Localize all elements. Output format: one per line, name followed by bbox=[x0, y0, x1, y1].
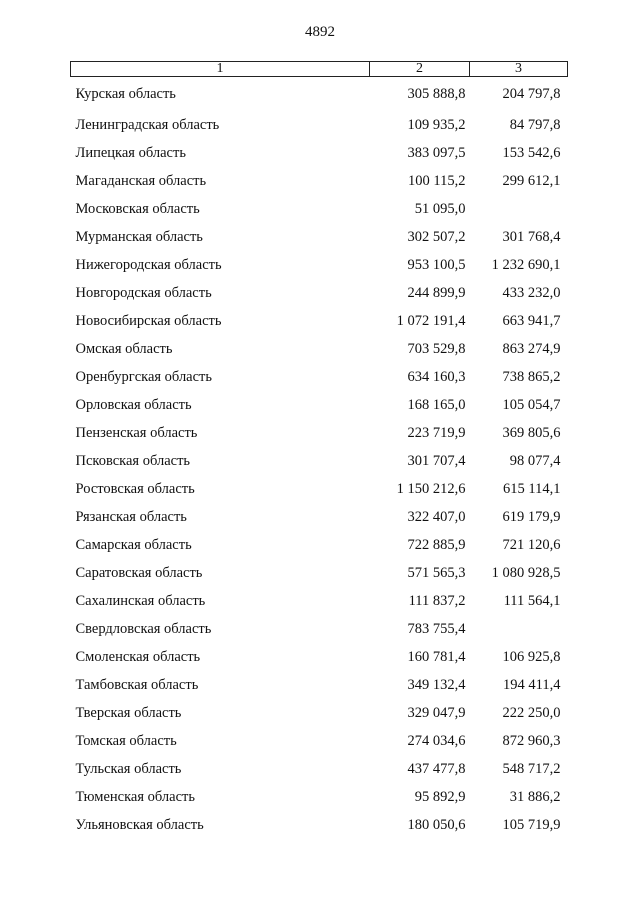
column-2-value-cell: 783 755,4 bbox=[407, 620, 466, 637]
table-row bbox=[71, 811, 568, 839]
column-2-value-cell: 437 477,8 bbox=[407, 760, 466, 777]
column-3-value-cell: 194 411,4 bbox=[503, 676, 561, 693]
table-row bbox=[71, 77, 568, 112]
table-row bbox=[71, 363, 568, 391]
column-3-value-cell: 1 080 928,5 bbox=[491, 564, 561, 581]
column-3-value-cell: 872 960,3 bbox=[502, 732, 561, 749]
column-3-value-cell: 222 250,0 bbox=[502, 704, 561, 721]
table-row bbox=[71, 643, 568, 671]
column-2-value-cell: 634 160,3 bbox=[407, 368, 466, 385]
column-2-value-cell: 100 115,2 bbox=[408, 172, 466, 189]
table-header bbox=[71, 62, 568, 77]
table-row bbox=[71, 587, 568, 615]
column-3-value-cell: 863 274,9 bbox=[502, 340, 561, 357]
region-name-cell: Тверская область bbox=[75, 704, 182, 721]
region-name-cell: Псковская область bbox=[75, 452, 191, 469]
column-3-value-cell: 299 612,1 bbox=[502, 172, 561, 189]
column-2-value-cell: 383 097,5 bbox=[407, 144, 466, 161]
region-name-cell: Орловская область bbox=[75, 396, 192, 413]
region-name-cell: Ульяновская область bbox=[75, 816, 204, 833]
table-row bbox=[71, 307, 568, 335]
region-name-cell: Оренбургская область bbox=[75, 368, 213, 385]
data-table-container bbox=[70, 61, 567, 839]
header-row bbox=[71, 62, 568, 77]
table-row bbox=[71, 419, 568, 447]
column-3-value-cell: 111 564,1 bbox=[503, 592, 561, 609]
column-3-value-cell: 105 054,7 bbox=[502, 396, 561, 413]
column-2-value-cell: 180 050,6 bbox=[407, 816, 466, 833]
region-name-cell: Омская область bbox=[75, 340, 173, 357]
table-row bbox=[71, 783, 568, 811]
column-3-value-cell: 106 925,8 bbox=[502, 648, 561, 665]
column-3-value-cell bbox=[470, 615, 568, 643]
table-row bbox=[71, 167, 568, 195]
region-name-cell: Самарская область bbox=[75, 536, 192, 553]
column-header-2: 2 bbox=[370, 62, 470, 77]
table-row bbox=[71, 223, 568, 251]
column-3-value-cell: 738 865,2 bbox=[502, 368, 561, 385]
column-2-value-cell: 329 047,9 bbox=[407, 704, 466, 721]
region-name-cell: Липецкая область bbox=[75, 144, 186, 161]
column-3-value-cell: 31 886,2 bbox=[509, 788, 561, 805]
table-row bbox=[71, 559, 568, 587]
table-row bbox=[71, 531, 568, 559]
region-name-cell: Сахалинская область bbox=[75, 592, 206, 609]
data-table bbox=[70, 61, 568, 839]
region-name-cell: Саратовская область bbox=[75, 564, 203, 581]
table-row bbox=[71, 251, 568, 279]
column-2-value-cell: 95 892,9 bbox=[414, 788, 466, 805]
column-3-value-cell: 98 077,4 bbox=[509, 452, 561, 469]
column-3-value-cell: 204 797,8 bbox=[502, 85, 561, 102]
region-name-cell: Магаданская область bbox=[75, 172, 207, 189]
region-name-cell: Пензенская область bbox=[75, 424, 198, 441]
table-row bbox=[71, 475, 568, 503]
column-2-value-cell: 722 885,9 bbox=[407, 536, 466, 553]
column-3-value-cell: 663 941,7 bbox=[502, 312, 561, 329]
table-row bbox=[71, 447, 568, 475]
column-3-value-cell: 619 179,9 bbox=[502, 508, 561, 525]
table-body bbox=[71, 77, 568, 840]
table-row bbox=[71, 195, 568, 223]
column-2-value-cell: 244 899,9 bbox=[407, 284, 466, 301]
table-row bbox=[71, 335, 568, 363]
region-name-cell: Курская область bbox=[75, 85, 176, 102]
column-2-value-cell: 111 837,2 bbox=[408, 592, 466, 609]
table-row bbox=[71, 139, 568, 167]
column-3-value-cell: 433 232,0 bbox=[502, 284, 561, 301]
column-3-value-cell: 1 232 690,1 bbox=[491, 256, 561, 273]
region-name-cell: Тюменская область bbox=[75, 788, 195, 805]
column-3-value-cell: 369 805,6 bbox=[502, 424, 561, 441]
column-2-value-cell: 305 888,8 bbox=[407, 85, 466, 102]
column-header-3: 3 bbox=[470, 62, 568, 77]
column-2-value-cell: 168 165,0 bbox=[407, 396, 466, 413]
column-2-value-cell: 160 781,4 bbox=[407, 648, 466, 665]
column-3-value-cell bbox=[470, 195, 568, 223]
table-row bbox=[71, 279, 568, 307]
column-3-value-cell: 153 542,6 bbox=[502, 144, 561, 161]
column-3-value-cell: 105 719,9 bbox=[502, 816, 561, 833]
column-2-value-cell: 51 095,0 bbox=[414, 200, 466, 217]
column-2-value-cell: 703 529,8 bbox=[407, 340, 466, 357]
table-row bbox=[71, 755, 568, 783]
column-2-value-cell: 301 707,4 bbox=[407, 452, 466, 469]
column-2-value-cell: 953 100,5 bbox=[407, 256, 466, 273]
column-2-value-cell: 274 034,6 bbox=[407, 732, 466, 749]
region-name-cell: Новосибирская область bbox=[75, 312, 222, 329]
table-row bbox=[71, 699, 568, 727]
column-2-value-cell: 1 072 191,4 bbox=[396, 312, 466, 329]
column-2-value-cell: 349 132,4 bbox=[407, 676, 466, 693]
region-name-cell: Ростовская область bbox=[75, 480, 195, 497]
column-2-value-cell: 109 935,2 bbox=[407, 116, 466, 133]
region-name-cell: Томская область bbox=[75, 732, 177, 749]
region-name-cell: Московская область bbox=[75, 200, 200, 217]
table-row bbox=[71, 615, 568, 643]
table-row bbox=[71, 727, 568, 755]
region-name-cell: Смоленская область bbox=[75, 648, 201, 665]
column-2-value-cell: 223 719,9 bbox=[407, 424, 466, 441]
table-row bbox=[71, 503, 568, 531]
column-2-value-cell: 571 565,3 bbox=[407, 564, 466, 581]
column-3-value-cell: 301 768,4 bbox=[502, 228, 561, 245]
region-name-cell: Мурманская область bbox=[75, 228, 203, 245]
table-row bbox=[71, 111, 568, 139]
region-name-cell: Рязанская область bbox=[75, 508, 187, 525]
column-header-1: 1 bbox=[71, 62, 370, 77]
column-2-value-cell: 322 407,0 bbox=[407, 508, 466, 525]
column-3-value-cell: 548 717,2 bbox=[502, 760, 561, 777]
region-name-cell: Нижегородская область bbox=[75, 256, 222, 273]
column-3-value-cell: 84 797,8 bbox=[509, 116, 561, 133]
column-3-value-cell: 615 114,1 bbox=[503, 480, 561, 497]
region-name-cell: Новгородская область bbox=[75, 284, 212, 301]
region-name-cell: Ленинградская область bbox=[75, 116, 220, 133]
region-name-cell: Тульская область bbox=[75, 760, 182, 777]
region-name-cell: Тамбовская область bbox=[75, 676, 199, 693]
table-row bbox=[71, 391, 568, 419]
table-row bbox=[71, 671, 568, 699]
page-number: 4892 bbox=[305, 24, 335, 40]
region-name-cell: Свердловская область bbox=[75, 620, 212, 637]
column-2-value-cell: 302 507,2 bbox=[407, 228, 466, 245]
column-2-value-cell: 1 150 212,6 bbox=[396, 480, 466, 497]
column-3-value-cell: 721 120,6 bbox=[502, 536, 561, 553]
